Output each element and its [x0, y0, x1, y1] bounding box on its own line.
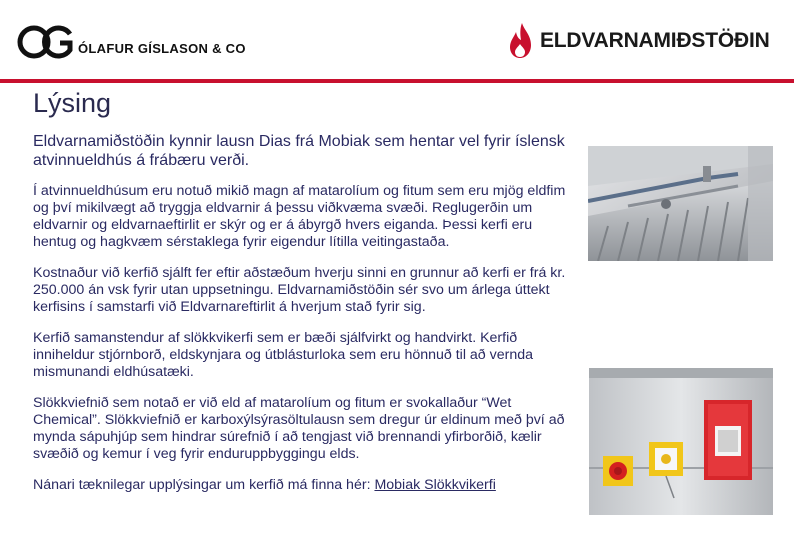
mobiak-link[interactable]: Mobiak Slökkvikerfi — [374, 477, 496, 493]
kitchen-hood-nozzle-photo — [588, 146, 773, 261]
paragraph-3: Kerfið samanstendur af slökkvikerfi sem er bæði sjálfvirkt og handvirkt. Kerfið inniheldur stjórnborð, eldskynjara og útblásturloka sem eru hönnuð til að vernda mismunandi eldhúsatæki. — [33, 330, 534, 380]
header-divider — [0, 79, 794, 83]
ev-logo-text: ELDVARNAMIÐSTÖÐIN — [540, 29, 770, 52]
og-logo-text: ÓLAFUR GÍSLASON & CO — [78, 41, 246, 56]
main-content — [33, 132, 578, 508]
og-logo-mark-icon — [16, 22, 74, 62]
olafur-gislason-logo — [16, 22, 246, 62]
flame-icon — [508, 22, 534, 60]
final-paragraph — [33, 477, 578, 494]
eldvarnamidstodin-logo — [508, 22, 770, 60]
paragraph-2: Kostnaður við kerfið sjálft fer eftir aðstæðum hverju sinni en grunnur að kerfi er frá kr. 250.000 án vsk fyrir utan uppsetningu. Eldvarnamiðstöðin sér svo um árlega úttekt kerfisins í samstarfi við Eldvarnareftirlit á hverjum stað fyrir sig. — [33, 265, 566, 315]
paragraph-4: Slökkviefnið sem notað er við eld af matarolíum og fitum er svokallaður “Wet Chemical”. Slökkviefnið er karboxýlsýrasöltulausn sem dregur úr eldinum með því að mynda sápuhjúp sem hindrar súrefnið í að tengjast við brennandi yfirborðið, kælir svæðið og kemur í veg fyrir enduruppbyggingu elds. — [33, 395, 565, 462]
paragraph-1: Í atvinnueldhúsum eru notuð mikið magn af matarolíum og fitum sem eru mjög eldfim og því mikilvægt að tryggja eldvarnir á þessu viðkvæma svæði. Reglugerðin um eldvarnir og eldvarnaeftirlit er skýr og er á ábyrgð hvers eiganda. Þessi kerfi eru hentug og hagkvæm sérstaklega fyrir eigendur lítilla veitingastaða. — [33, 183, 566, 250]
final-prefix: Nánari tæknilegar upplýsingar um kerfið má finna hér: — [33, 477, 375, 493]
page-title: Lýsing — [33, 88, 112, 118]
control-panel-photo — [589, 368, 773, 515]
header — [0, 0, 794, 80]
lead-paragraph: Eldvarnamiðstöðin kynnir lausn Dias frá Mobiak sem hentar vel fyrir íslensk atvinnueldhús á frábæru verði. — [33, 133, 565, 169]
